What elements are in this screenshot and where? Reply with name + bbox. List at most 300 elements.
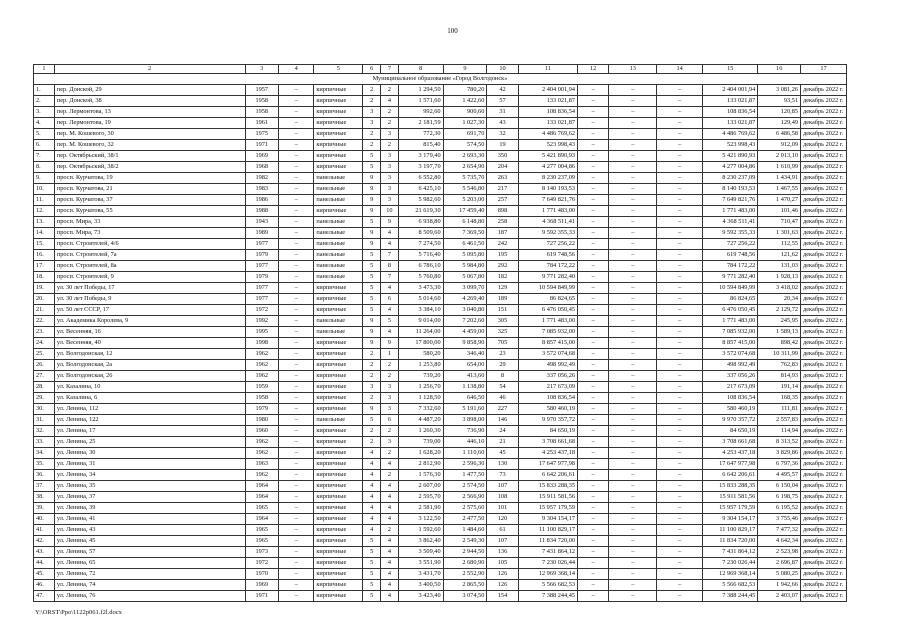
table-cell: 1970 (245, 569, 278, 580)
table-cell: 1958 (245, 96, 278, 107)
table-cell: 15. (34, 239, 55, 250)
table-cell: ул. Ленина, 37 (54, 492, 245, 503)
table-cell: 105 (487, 558, 518, 569)
table-cell: декабрь 2022 г. (801, 470, 847, 481)
table-cell: 1 (381, 349, 399, 360)
table-cell: 108 836,54 (703, 107, 758, 118)
table-cell: – (578, 305, 609, 316)
table-cell: 15 833 288,35 (703, 481, 758, 492)
table-cell: 4 (381, 481, 399, 492)
table-cell: 1958 (245, 393, 278, 404)
table-cell: 710,47 (758, 217, 801, 228)
table-cell: декабрь 2022 г. (801, 426, 847, 437)
column-number: 6 (363, 65, 381, 74)
table-cell: 1. (34, 85, 55, 96)
table-cell: 1964 (245, 492, 278, 503)
table-cell: ул. Ленина, 39 (54, 503, 245, 514)
table-cell: ул. Ленина, 35 (54, 481, 245, 492)
table-cell: 1 771 483,00 (518, 316, 577, 327)
table-cell: 107 (487, 536, 518, 547)
table-cell: кирпичные (314, 162, 363, 173)
table-cell: 5 (363, 558, 381, 569)
table-cell: – (578, 184, 609, 195)
table-cell: 780,20 (443, 85, 487, 96)
table-cell: – (657, 140, 703, 151)
table-cell: декабрь 2022 г. (801, 316, 847, 327)
table-cell: 3 400,50 (398, 580, 443, 591)
table-cell: панельные (314, 316, 363, 327)
table-cell: ул. Волгодонская, 12 (54, 349, 245, 360)
table-cell: – (278, 338, 313, 349)
table-cell: 5 191,60 (443, 404, 487, 415)
table-cell: 9. (34, 173, 55, 184)
table-cell: 4 (381, 228, 399, 239)
table-cell: – (657, 591, 703, 602)
table-cell: 1995 (245, 327, 278, 338)
table-cell: 498 992,49 (703, 360, 758, 371)
table-cell: кирпичные (314, 140, 363, 151)
table-row (34, 404, 847, 415)
table-cell: 3 (381, 382, 399, 393)
table-row (34, 272, 847, 283)
table-row (34, 85, 847, 96)
table-cell: кирпичные (314, 514, 363, 525)
table-cell: 2 557,83 (758, 415, 801, 426)
table-cell: – (278, 536, 313, 547)
table-cell: 5 984,80 (443, 261, 487, 272)
table-cell: 5 (363, 536, 381, 547)
table-cell: 9 304 154,17 (703, 514, 758, 525)
table-cell: 1 771 483,00 (703, 316, 758, 327)
table-cell: 131,03 (758, 261, 801, 272)
table-cell: декабрь 2022 г. (801, 184, 847, 195)
table-cell: кирпичные (314, 393, 363, 404)
table-cell: 1986 (245, 195, 278, 206)
table-cell: 86 824,65 (518, 294, 577, 305)
table-cell: 54 (487, 382, 518, 393)
table-cell: панельные (314, 261, 363, 272)
table-cell: 6 (381, 294, 399, 305)
table-cell: декабрь 2022 г. (801, 382, 847, 393)
table-cell: 2 865,50 (443, 580, 487, 591)
table-cell: – (578, 140, 609, 151)
table-cell: 242 (487, 239, 518, 250)
table-cell: 5 (363, 305, 381, 316)
table-cell: 6 486,58 (758, 129, 801, 140)
table-cell: декабрь 2022 г. (801, 85, 847, 96)
table-cell: 3 (381, 437, 399, 448)
table-cell: – (609, 470, 657, 481)
table-cell: 1965 (245, 525, 278, 536)
table-cell: 39. (34, 503, 55, 514)
table-cell: 2 (381, 85, 399, 96)
table-cell: 3 473,30 (398, 283, 443, 294)
table-cell: 1943 (245, 217, 278, 228)
column-number: 17 (801, 65, 847, 74)
table-cell: кирпичные (314, 283, 363, 294)
table-cell: 42. (34, 536, 55, 547)
table-cell: ул. Казалина, 10 (54, 382, 245, 393)
table-cell: – (657, 294, 703, 305)
table-cell: 93,51 (758, 96, 801, 107)
table-cell: 46 (487, 393, 518, 404)
municipality-row (34, 74, 847, 85)
table-row (34, 294, 847, 305)
table-cell: 9 (363, 228, 381, 239)
table-cell: 2 (363, 129, 381, 140)
table-cell: 4 269,40 (443, 294, 487, 305)
table-cell: 9 (363, 327, 381, 338)
table-cell: 1 253,80 (398, 360, 443, 371)
table-cell: 26. (34, 360, 55, 371)
table-cell: – (609, 250, 657, 261)
table-cell: декабрь 2022 г. (801, 481, 847, 492)
table-cell: декабрь 2022 г. (801, 118, 847, 129)
table-cell: 3 862,40 (398, 536, 443, 547)
table-cell: ул. 50 лет СССР, 17 (54, 305, 245, 316)
table-cell: – (609, 118, 657, 129)
table-cell: – (609, 140, 657, 151)
table-cell: 9 771 282,40 (703, 272, 758, 283)
table-cell: 7 202,60 (443, 316, 487, 327)
table-cell: 4 (363, 503, 381, 514)
table-cell: 204 (487, 162, 518, 173)
table-cell: 17 647 977,98 (518, 459, 577, 470)
table-cell: декабрь 2022 г. (801, 151, 847, 162)
table-cell: 992,60 (398, 107, 443, 118)
table-cell: 3 (381, 195, 399, 206)
table-cell: 8 140 193,53 (703, 184, 758, 195)
table-cell: – (578, 547, 609, 558)
table-cell: 15 911 581,56 (703, 492, 758, 503)
housing-table (33, 64, 847, 602)
table-cell: 9 592 355,33 (703, 228, 758, 239)
table-cell: 1972 (245, 305, 278, 316)
table-row (34, 470, 847, 481)
table-cell: – (657, 206, 703, 217)
table-cell: – (278, 481, 313, 492)
table-cell: панельные (314, 228, 363, 239)
table-cell: кирпичные (314, 569, 363, 580)
table-cell: – (609, 349, 657, 360)
table-cell: 4 (381, 305, 399, 316)
table-cell: 654,00 (443, 360, 487, 371)
table-cell: 7 649 821,76 (518, 195, 577, 206)
table-cell: – (657, 338, 703, 349)
table-cell: просп. Курчатова, 55 (54, 206, 245, 217)
table-cell: – (578, 426, 609, 437)
table-cell: – (657, 261, 703, 272)
table-cell: 245,95 (758, 316, 801, 327)
table-cell: 1979 (245, 272, 278, 283)
table-cell: 3 708 661,68 (703, 437, 758, 448)
table-cell: 7 085 932,00 (518, 327, 577, 338)
table-row (34, 162, 847, 173)
table-cell: 34. (34, 448, 55, 459)
table-cell: 9 (381, 217, 399, 228)
table-cell: 5 (363, 547, 381, 558)
table-cell: 2 (363, 85, 381, 96)
table-cell: 1 422,60 (443, 96, 487, 107)
table-cell: декабрь 2022 г. (801, 503, 847, 514)
table-cell: декабрь 2022 г. (801, 338, 847, 349)
table-row (34, 195, 847, 206)
table-cell: 1980 (245, 415, 278, 426)
table-cell: 2 (363, 426, 381, 437)
table-cell: 739,00 (398, 437, 443, 448)
table-cell: – (609, 107, 657, 118)
table-row (34, 184, 847, 195)
table-cell: 217 673,09 (703, 382, 758, 393)
table-cell: ул. Ленина, 41 (54, 514, 245, 525)
table-cell: 11 100 829,17 (518, 525, 577, 536)
table-cell: – (278, 151, 313, 162)
table-cell: – (578, 283, 609, 294)
table-cell: кирпичные (314, 107, 363, 118)
table-cell: декабрь 2022 г. (801, 129, 847, 140)
table-cell: 2 (381, 140, 399, 151)
table-cell: 217 (487, 184, 518, 195)
table-row (34, 448, 847, 459)
table-cell: – (278, 316, 313, 327)
table-cell: пер. Донской, 29 (54, 85, 245, 96)
table-cell: 1957 (245, 85, 278, 96)
table-cell: – (609, 283, 657, 294)
table-cell: 2 581,90 (398, 503, 443, 514)
table-cell: кирпичные (314, 371, 363, 382)
table-cell: панельные (314, 184, 363, 195)
table-cell: 1962 (245, 349, 278, 360)
table-cell: просп. Строителей, 4/6 (54, 239, 245, 250)
table-cell: – (657, 514, 703, 525)
table-cell: – (609, 206, 657, 217)
table-cell: – (609, 327, 657, 338)
table-cell: – (657, 448, 703, 459)
table-cell: 2 (363, 349, 381, 360)
table-row (34, 459, 847, 470)
table-cell: декабрь 2022 г. (801, 217, 847, 228)
table-cell: – (609, 525, 657, 536)
table-cell: 7 369,50 (443, 228, 487, 239)
table-cell: 133 021,87 (703, 96, 758, 107)
table-cell: 9 771 282,40 (518, 272, 577, 283)
table-cell: 5 (363, 415, 381, 426)
table-cell: 4 (363, 525, 381, 536)
table-cell: 61 (487, 525, 518, 536)
table-cell: 1 592,60 (398, 525, 443, 536)
table-cell: пер. Донской, 38 (54, 96, 245, 107)
table-cell: 5 (363, 283, 381, 294)
table-cell: 1 434,91 (758, 173, 801, 184)
table-cell: 1962 (245, 437, 278, 448)
table-cell: 32 (487, 129, 518, 140)
table-cell: 3. (34, 107, 55, 118)
table-cell: – (609, 371, 657, 382)
table-cell: – (278, 250, 313, 261)
table-cell: – (657, 195, 703, 206)
table-cell: 7 274,50 (398, 239, 443, 250)
table-cell: 1965 (245, 503, 278, 514)
table-cell: ул. Ленина, 31 (54, 459, 245, 470)
table-cell: – (278, 558, 313, 569)
table-cell: 15 957 179,59 (518, 503, 577, 514)
table-cell: – (609, 393, 657, 404)
column-number: 1 (34, 65, 55, 74)
table-cell: декабрь 2022 г. (801, 96, 847, 107)
table-cell: – (578, 525, 609, 536)
table-cell: просп. Курчатова, 21 (54, 184, 245, 195)
table-cell: просп. Курчатова, 37 (54, 195, 245, 206)
table-cell: 21 (487, 437, 518, 448)
table-cell: 337 056,26 (703, 371, 758, 382)
table-cell: – (578, 569, 609, 580)
table-cell: – (657, 393, 703, 404)
table-cell: 29 (487, 360, 518, 371)
table-cell: просп. Мира, 33 (54, 217, 245, 228)
table-cell: 17 459,40 (443, 206, 487, 217)
table-cell: – (578, 173, 609, 184)
table-cell: 6 938,80 (398, 217, 443, 228)
table-cell: 9 (363, 195, 381, 206)
table-cell: кирпичные (314, 305, 363, 316)
table-row (34, 305, 847, 316)
table-cell: – (657, 162, 703, 173)
table-cell: 580 460,19 (518, 404, 577, 415)
table-row (34, 360, 847, 371)
table-cell: 2 013,10 (758, 151, 801, 162)
table-row (34, 338, 847, 349)
table-cell: кирпичные (314, 536, 363, 547)
table-cell: 2 566,90 (443, 492, 487, 503)
table-cell: просп. Строителей, 8а (54, 261, 245, 272)
table-cell: – (578, 404, 609, 415)
table-cell: 2 (381, 525, 399, 536)
table-cell: – (278, 239, 313, 250)
table-cell: 619 748,56 (518, 250, 577, 261)
table-cell: 9 (363, 173, 381, 184)
table-cell: 3 829,86 (758, 448, 801, 459)
table-cell: – (578, 338, 609, 349)
table-cell: – (578, 371, 609, 382)
table-cell: 5 (363, 569, 381, 580)
table-cell: кирпичные (314, 580, 363, 591)
table-cell: 9 970 357,72 (518, 415, 577, 426)
table-cell: – (609, 261, 657, 272)
table-cell: – (578, 580, 609, 591)
table-cell: 646,50 (443, 393, 487, 404)
table-cell: кирпичные (314, 129, 363, 140)
table-cell: 195 (487, 250, 518, 261)
table-cell: 3 (381, 129, 399, 140)
table-cell: декабрь 2022 г. (801, 228, 847, 239)
table-cell: 1971 (245, 591, 278, 602)
table-cell: – (657, 96, 703, 107)
table-cell: 4 (381, 591, 399, 602)
table-cell: 346,40 (443, 349, 487, 360)
table-cell: 6 148,80 (443, 217, 487, 228)
table-cell: – (278, 283, 313, 294)
table-cell: – (657, 217, 703, 228)
table-cell: 1962 (245, 448, 278, 459)
table-cell: – (278, 305, 313, 316)
table-cell: 4 253 437,18 (518, 448, 577, 459)
table-cell: 8 (381, 261, 399, 272)
table-cell: 15 911 581,56 (518, 492, 577, 503)
table-cell: 1977 (245, 239, 278, 250)
table-cell: 21 619,30 (398, 206, 443, 217)
table-cell: 31 (487, 107, 518, 118)
table-cell: – (278, 195, 313, 206)
table-cell: 28. (34, 382, 55, 393)
table-cell: – (278, 272, 313, 283)
table-cell: 27. (34, 371, 55, 382)
table-cell: – (578, 239, 609, 250)
table-cell: 3 384,10 (398, 305, 443, 316)
table-cell: – (609, 437, 657, 448)
table-cell: – (609, 459, 657, 470)
table-cell: 1977 (245, 283, 278, 294)
table-cell: 5 760,80 (398, 272, 443, 283)
table-cell: 7 431 864,12 (703, 547, 758, 558)
table-cell: 1977 (245, 261, 278, 272)
table-cell: кирпичные (314, 118, 363, 129)
table-row (34, 96, 847, 107)
table-cell: 325 (487, 327, 518, 338)
table-cell: кирпичные (314, 206, 363, 217)
table-cell: 112,55 (758, 239, 801, 250)
table-cell: 154 (487, 591, 518, 602)
table-cell: 7 388 244,45 (518, 591, 577, 602)
table-cell: 9 (363, 184, 381, 195)
table-cell: 5 (363, 272, 381, 283)
table-cell: 2 (363, 140, 381, 151)
table-cell: 6 150,04 (758, 481, 801, 492)
table-row (34, 239, 847, 250)
table-cell: – (578, 250, 609, 261)
table-cell: декабрь 2022 г. (801, 514, 847, 525)
table-cell: панельные (314, 217, 363, 228)
table-cell: – (657, 415, 703, 426)
table-cell: 9 970 357,72 (703, 415, 758, 426)
table-cell: 3 708 661,68 (518, 437, 577, 448)
table-cell: 37. (34, 481, 55, 492)
table-cell: – (657, 129, 703, 140)
table-cell: 9 (363, 404, 381, 415)
table-cell: – (657, 327, 703, 338)
table-row (34, 250, 847, 261)
table-cell: 292 (487, 261, 518, 272)
table-cell: 24 (487, 426, 518, 437)
table-cell: 6 476 050,45 (703, 305, 758, 316)
table-row (34, 591, 847, 602)
table-cell: 111,81 (758, 404, 801, 415)
column-number: 3 (245, 65, 278, 74)
table-cell: 1979 (245, 404, 278, 415)
table-cell: 10. (34, 184, 55, 195)
table-row (34, 437, 847, 448)
table-cell: 8 230 237,09 (703, 173, 758, 184)
table-row (34, 217, 847, 228)
table-cell: 3 (381, 404, 399, 415)
table-cell: – (657, 569, 703, 580)
table-cell: – (278, 129, 313, 140)
table-cell: 4 (363, 459, 381, 470)
table-cell: – (578, 118, 609, 129)
table-cell: 772,30 (398, 129, 443, 140)
table-cell: декабрь 2022 г. (801, 261, 847, 272)
table-cell: – (278, 547, 313, 558)
table-row (34, 536, 847, 547)
